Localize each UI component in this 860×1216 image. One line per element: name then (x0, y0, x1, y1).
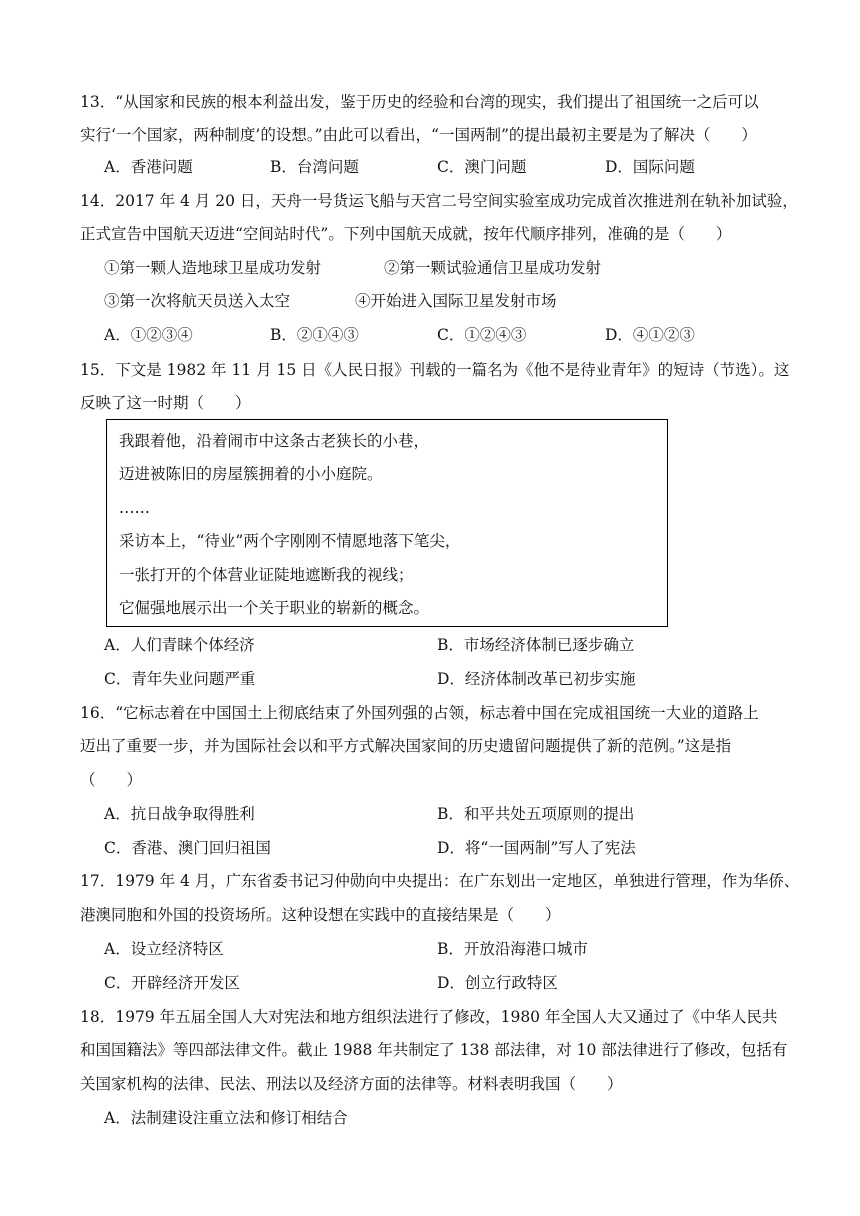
q13-option-b: B．台湾问题 (270, 158, 359, 176)
q15-stem-line-2: 反映了这一时期（ ） (80, 394, 251, 412)
q17-option-d: D．创立行政特区 (437, 974, 558, 992)
q15-poem-line-2: 迈进被陈旧的房屋簇拥着的小小庭院。 (119, 465, 383, 483)
q17-stem-line-2: 港澳同胞和外国的投资场所。这种设想在实践中的直接结果是（ ） (80, 906, 561, 924)
q14-option-c: C．①②④③ (437, 326, 527, 344)
q14-option-b: B．②①④③ (270, 326, 359, 344)
q13-stem-line-2: 实行‘一个国家，两种制度’的设想。”由此可以看出，“一国两制”的提出最初主要是为了解决（ ） (80, 126, 757, 144)
q18-option-a: A．法制建设注重立法和修订相结合 (104, 1109, 348, 1127)
q15-option-b: B．市场经济体制已逐步确立 (437, 636, 635, 654)
q14-option-a: A．①②③④ (104, 326, 193, 344)
q15-option-d: D．经济体制改革已初步实施 (437, 670, 636, 688)
q18-stem-line-2: 和国国籍法》等四部法律文件。截止 1988 年共制定了 138 部法律，对 10 部法律进行了修改，包括有 (80, 1041, 788, 1059)
q17-stem-line-1: 17．1979 年 4 月，广东省委书记习仲勋向中央提出：在广东划出一定地区，单独进行管理，作为华侨、 (80, 872, 800, 890)
q16-option-c: C．香港、澳门回归祖国 (104, 839, 271, 857)
q13-option-c: C．澳门问题 (437, 158, 527, 176)
q15-option-c: C．青年失业问题严重 (104, 670, 256, 688)
q15-poem-line-4: 采访本上，“待业”两个字刚刚不情愿地落下笔尖， (119, 532, 461, 550)
q17-option-b: B．开放沿海港口城市 (437, 940, 588, 958)
q14-item-4: ④开始进入国际卫星发射市场 (355, 292, 557, 310)
q15-poem-line-6: 它倔强地展示出一个关于职业的崭新的概念。 (119, 599, 430, 617)
q15-stem-line-1: 15．下文是 1982 年 11 月 15 日《人民日报》刊载的一篇名为《他不是待业青年》的短诗（节选）。这 (80, 361, 790, 379)
q16-stem-line-2: 迈出了重要一步，并为国际社会以和平方式解决国家间的历史遗留问题提供了新的范例。”这是指 (80, 737, 732, 755)
q13-stem-line-1: 13．“从国家和民族的根本利益出发，鉴于历史的经验和台湾的现实，我们提出了祖国统一之后可以 (80, 93, 759, 111)
q18-stem-line-3: 关国家机构的法律、民法、刑法以及经济方面的法律等。材料表明我国（ ） (80, 1075, 623, 1093)
q14-item-3: ③第一次将航天员送入太空 (104, 292, 291, 310)
q15-poem-box (106, 419, 668, 627)
q16-stem-line-1: 16．“它标志着在中国国土上彻底结束了外国列强的占领，标志着中国在完成祖国统一大业的道路上 (80, 704, 759, 722)
q16-option-d: D．将“一国两制”写人了宪法 (437, 839, 636, 857)
q14-stem-line-2: 正式宣告中国航天迈进“空间站时代”。下列中国航天成就，按年代顺序排列，准确的是（ ） (80, 225, 732, 243)
q16-option-b: B．和平共处五项原则的提出 (437, 805, 635, 823)
q14-item-2: ②第一颗试验通信卫星成功发射 (384, 259, 602, 277)
q16-option-a: A．抗日战争取得胜利 (104, 805, 255, 823)
q17-option-c: C．开辟经济开发区 (104, 974, 240, 992)
q13-option-d: D．国际问题 (605, 158, 695, 176)
q17-option-a: A．设立经济特区 (104, 940, 224, 958)
q14-stem-line-1: 14．2017 年 4 月 20 日，天舟一号货运飞船与天宫二号空间实验室成功完成首次推进剂在轨补加试验， (80, 192, 798, 210)
q15-poem-line-5: 一张打开的个体营业证陡地遮断我的视线； (119, 566, 414, 584)
q15-poem-line-1: 我跟着他，沿着闹市中这条古老狭长的小巷， (119, 432, 430, 450)
q14-option-d: D．④①②③ (605, 326, 695, 344)
q14-item-1: ①第一颗人造地球卫星成功发射 (104, 259, 322, 277)
q15-poem-line-3: …… (119, 499, 150, 517)
q13-option-a: A．香港问题 (104, 158, 193, 176)
q16-stem-line-3: （ ） (80, 771, 143, 789)
q18-stem-line-1: 18．1979 年五届全国人大对宪法和地方组织法进行了修改，1980 年全国人大又通过了《中华人民共 (80, 1008, 778, 1026)
q15-option-a: A．人们青睐个体经济 (104, 636, 255, 654)
